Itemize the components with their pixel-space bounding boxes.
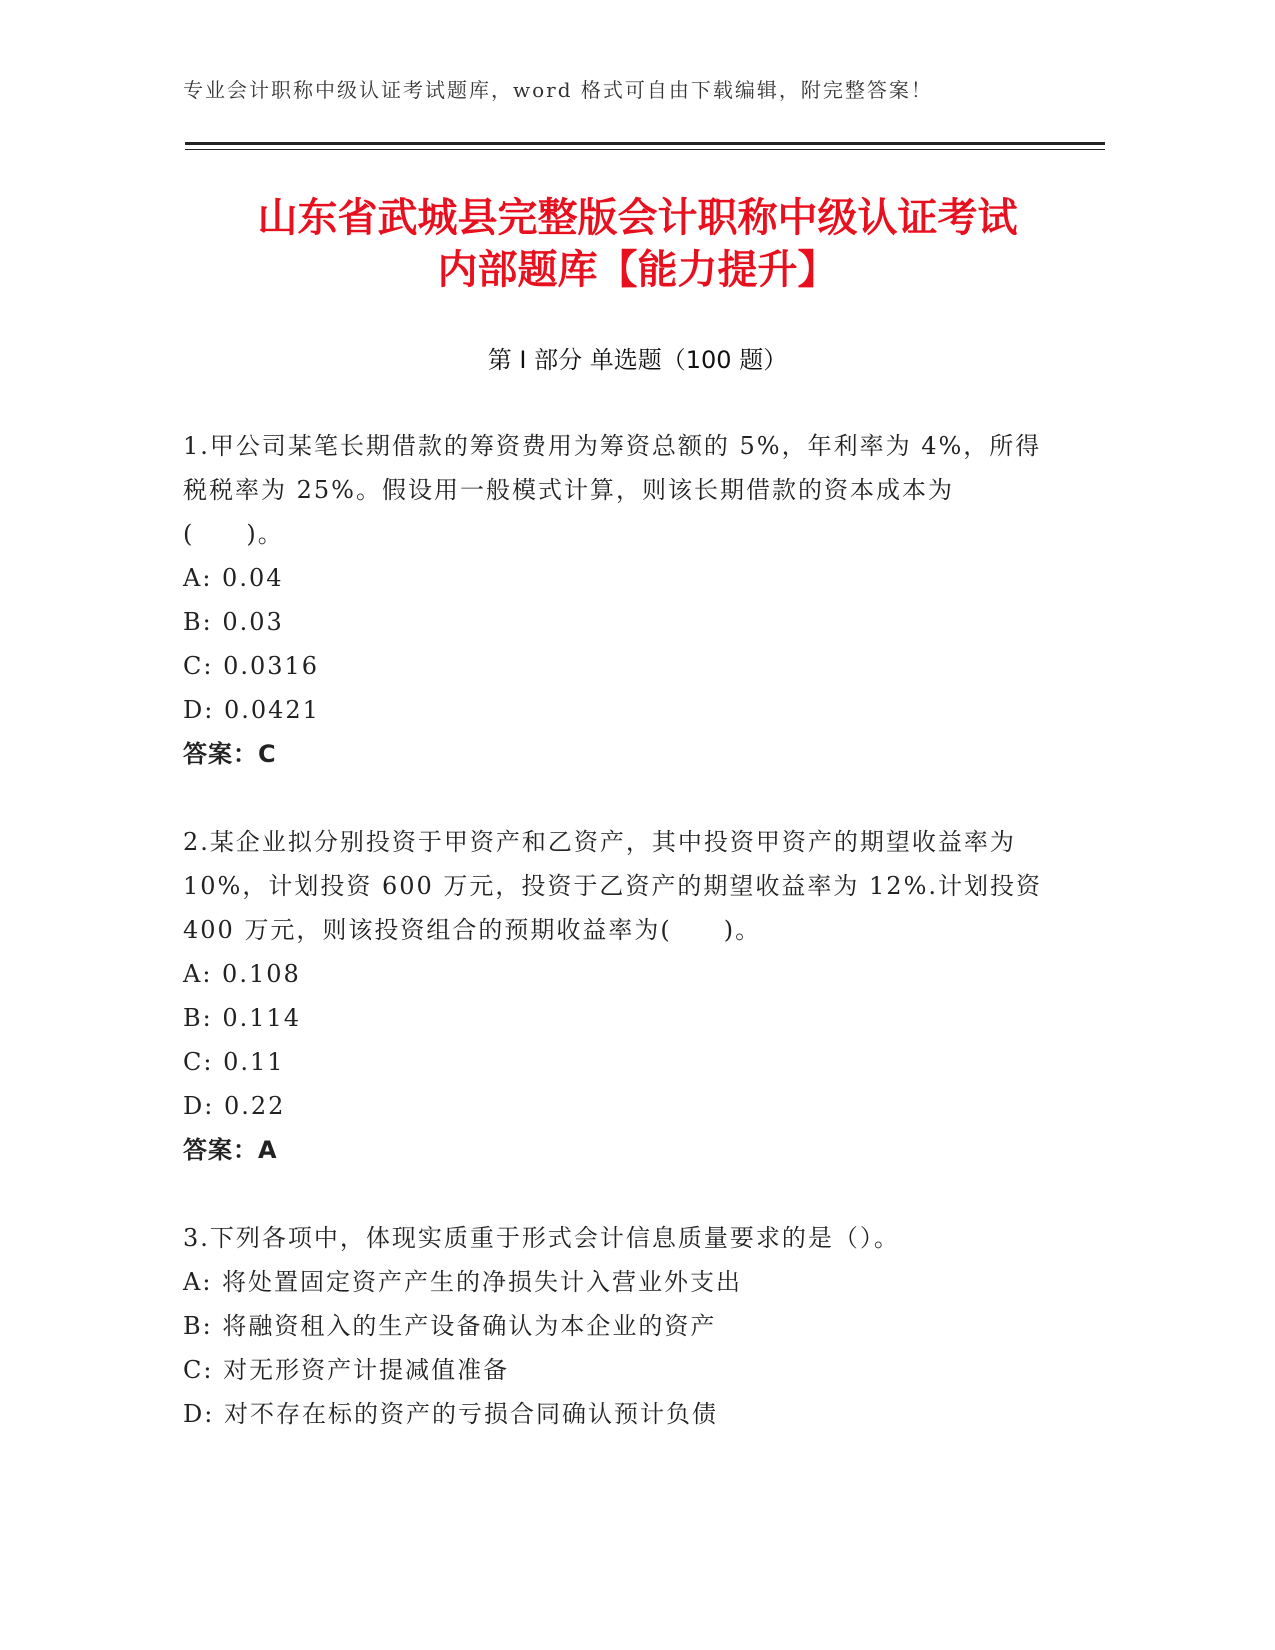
header-divider-thin — [185, 149, 1105, 150]
option-c: C: 对无形资产计提减值准备 — [183, 1356, 510, 1384]
option-b: B: 0.03 — [183, 608, 284, 636]
question-2 — [183, 820, 1043, 1172]
answer: 答案：A — [183, 1136, 278, 1164]
question-stem: 3.下列各项中，体现实质重于形式会计信息质量要求的是（）。 — [183, 1224, 900, 1252]
question-1 — [183, 424, 1043, 776]
option-d: D: 0.22 — [183, 1092, 286, 1120]
document-title-line-2: 内部题库【能力提升】 — [437, 247, 838, 293]
option-a: A: 0.04 — [183, 564, 284, 592]
question-stem: 2.某企业拟分别投资于甲资产和乙资产，其中投资甲资产的期望收益率为 10%，计划投资 600 万元，投资于乙资产的期望收益率为 12%.计划投资 400 万元，则该投资组合的预期收益率为( )。 — [183, 828, 1043, 944]
section-heading: 第 I 部分 单选题（100 题） — [487, 346, 788, 374]
question-list — [183, 424, 1043, 1436]
option-b: B: 将融资租入的生产设备确认为本企业的资产 — [183, 1312, 717, 1340]
option-d: D: 0.0421 — [183, 696, 320, 724]
option-a: A: 0.108 — [183, 960, 301, 988]
document-title — [150, 192, 1125, 296]
header-note: 专业会计职称中级认证考试题库，word 格式可自由下载编辑，附完整答案！ — [183, 78, 933, 102]
document-title-line-1: 山东省武城县完整版会计职称中级认证考试 — [257, 195, 1018, 241]
answer: 答案：C — [183, 740, 277, 768]
question-spacer — [183, 776, 1043, 820]
option-d: D: 对不存在标的资产的亏损合同确认预计负债 — [183, 1400, 718, 1428]
question-spacer — [183, 1172, 1043, 1216]
question-3 — [183, 1216, 1043, 1436]
option-c: C: 0.11 — [183, 1048, 285, 1076]
option-c: C: 0.0316 — [183, 652, 320, 680]
option-a: A: 将处置固定资产产生的净损失计入营业外支出 — [183, 1268, 743, 1296]
header-divider — [185, 142, 1105, 145]
option-b: B: 0.114 — [183, 1004, 302, 1032]
question-stem: 1.甲公司某笔长期借款的筹资费用为筹资总额的 5%，年利率为 4%，所得税税率为 25%。假设用一般模式计算，则该长期借款的资本成本为( )。 — [183, 432, 1042, 548]
